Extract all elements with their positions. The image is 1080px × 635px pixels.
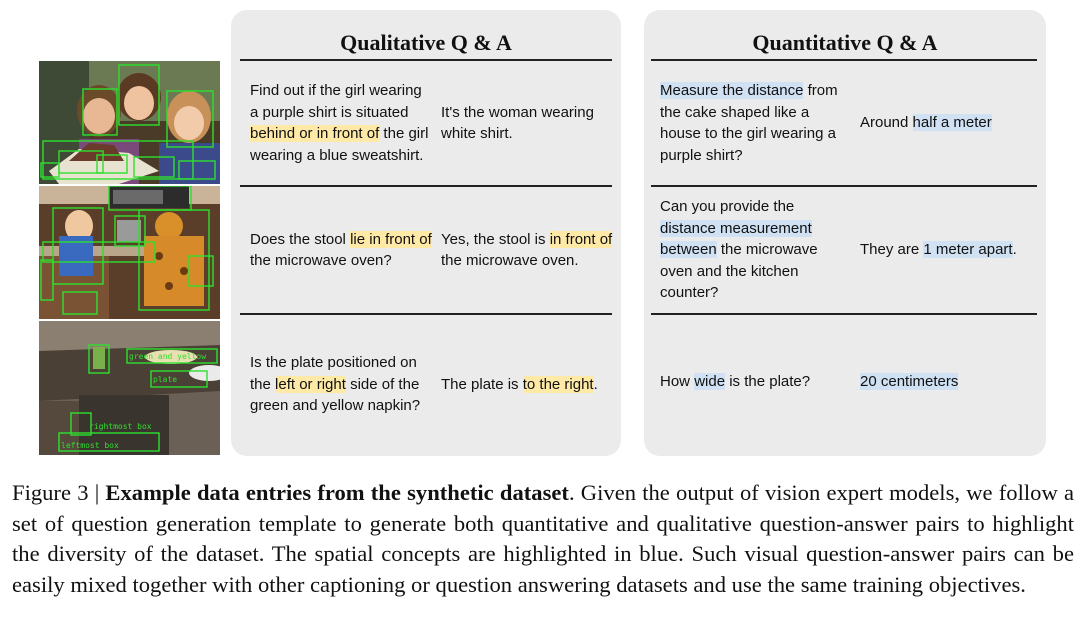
panel-title: Qualitative Q & A: [340, 30, 512, 55]
text-segment: They are: [860, 241, 924, 259]
answer-cell: [441, 67, 613, 179]
caption-body: . Given the output of vision expert models, we follow a set of question generation template to generate both quantitative and qualitative question-answer pairs to highlight the diversity of the dataset. The spatial concepts are highlighted in blue. Such visual question-answer pairs can be easily mixed together with other captioning or question answering datasets and use the same training objectives.: [12, 480, 1074, 597]
question-cell: [250, 194, 432, 306]
label-plate: plate: [153, 375, 178, 384]
spatial-concept-highlight: half a meter: [912, 114, 992, 132]
answer-cell: [860, 67, 1038, 179]
text-segment: the girl wearing a blue sweatshirt.: [250, 125, 429, 164]
text-segment: Does the stool: [250, 230, 351, 248]
label-green-yellow: green and yellow: [129, 352, 207, 361]
text-segment: Around: [860, 114, 913, 132]
question-cell: [660, 194, 850, 306]
spatial-concept-highlight: Measure the distance: [660, 82, 804, 99]
text-segment: Yes, the stool is: [441, 230, 550, 248]
photo-kitchen-microwave: [39, 186, 220, 319]
answer-cell: [441, 322, 613, 447]
qualitative-panel: [231, 10, 621, 456]
answer-cell: [441, 194, 613, 306]
text-segment: the microwave oven?: [250, 252, 392, 269]
text-segment: side of the green and yellow napkin?: [250, 375, 421, 415]
question-cell: [250, 322, 432, 447]
caption-bold: Example data entries from the synthetic dataset: [105, 480, 569, 505]
text-segment: Is the plate positioned on the: [250, 354, 417, 393]
question-cell: [250, 67, 432, 179]
figure-caption: [12, 478, 1074, 600]
photo-children-with-cake: [39, 61, 220, 184]
text-segment: from the cake shaped like a house to the girl wearing a purple shirt?: [660, 82, 838, 164]
answer-cell: [860, 194, 1040, 306]
panel-title: Quantitative Q & A: [752, 30, 938, 55]
quantitative-panel: [644, 10, 1046, 456]
text-segment: Can you provide the: [660, 198, 795, 216]
caption-prefix: Figure 3 |: [12, 480, 106, 505]
text-segment: .: [1012, 241, 1017, 259]
spatial-concept-highlight: 1 meter apart: [923, 241, 1013, 259]
divider: [240, 313, 612, 315]
answer-cell: [860, 322, 1038, 442]
text-segment: It's the woman wearing white shirt.: [441, 103, 594, 142]
divider: [240, 185, 612, 187]
spatial-concept-highlight: wide: [694, 373, 726, 391]
label-leftmost-box: leftmost box: [61, 441, 119, 450]
photo-plate-on-counter: [39, 321, 220, 455]
spatial-concept-highlight: lie in front of: [350, 230, 432, 248]
spatial-concept-highlight: to the right: [522, 375, 594, 393]
text-segment: is the plate?: [725, 373, 811, 391]
question-cell: [660, 67, 850, 179]
spatial-concept-highlight: left or right: [275, 375, 346, 393]
text-segment: Find out if the girl wearing a purple shirt is situated: [250, 82, 422, 121]
label-rightmost-box: rightmost box: [89, 422, 152, 431]
question-cell: [660, 322, 850, 442]
text-segment: .: [593, 375, 598, 393]
spatial-concept-highlight: in front of: [549, 230, 613, 248]
divider: [651, 313, 1037, 315]
spatial-concept-highlight: distance measurement between: [660, 219, 812, 259]
spatial-concept-highlight: 20 centimeters: [860, 373, 959, 391]
text-segment: The plate is: [441, 375, 523, 393]
divider: [651, 185, 1037, 187]
spatial-concept-highlight: behind or in front of: [250, 125, 380, 142]
text-segment: the microwave oven.: [441, 252, 579, 269]
text-segment: How: [660, 373, 695, 391]
divider: [240, 59, 612, 61]
divider: [651, 59, 1037, 61]
text-segment: the microwave oven and the kitchen counter?: [660, 241, 818, 302]
